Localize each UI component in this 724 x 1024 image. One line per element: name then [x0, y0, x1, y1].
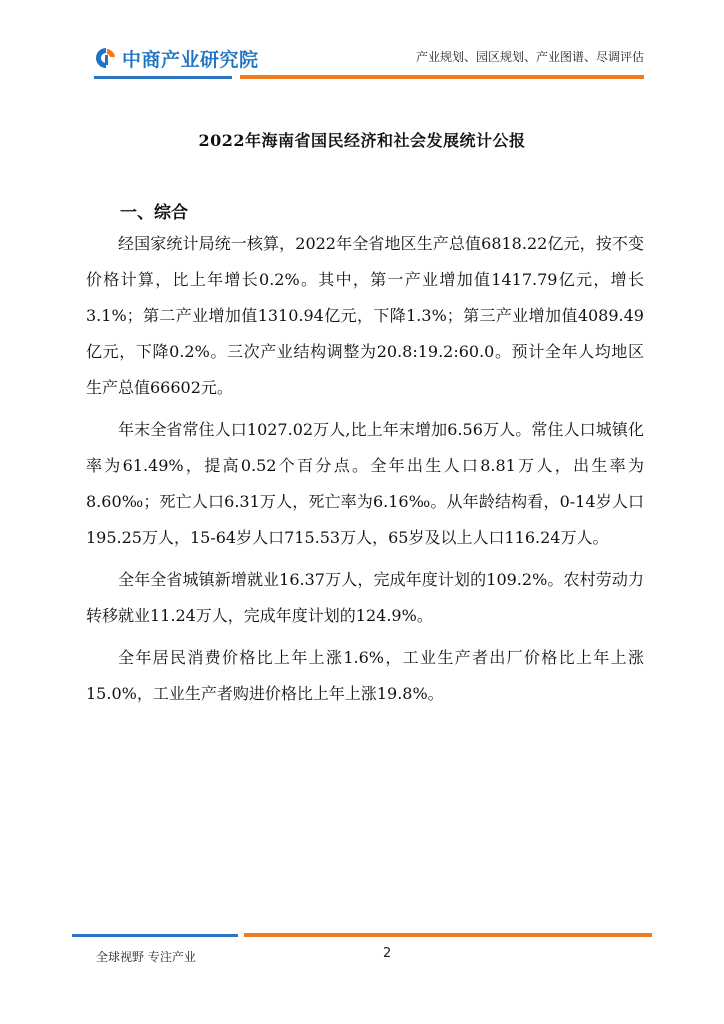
- header-divider-orange: [240, 75, 644, 79]
- header-divider-blue: [94, 76, 232, 79]
- document-title: 2022年海南省国民经济和社会发展统计公报: [198, 131, 526, 150]
- paragraph-prices: 全年居民消费价格比上年上涨1.6%，工业生产者出厂价格比上年上涨15.0%，工业生产者购进价格比上年上涨19.8%。: [86, 648, 644, 703]
- footer-divider-blue: [72, 934, 238, 937]
- document-body: [86, 226, 644, 718]
- page-number: 2: [383, 946, 392, 961]
- paragraph-employment: 全年全省城镇新增就业16.37万人，完成年度计划的109.2%。农村劳动力转移就业11.24万人，完成年度计划的124.9%。: [86, 570, 644, 625]
- section-heading: 一、综合: [120, 203, 188, 223]
- page-header: [0, 0, 724, 84]
- header-tagline: 产业规划、园区规划、产业图谱、尽调评估: [415, 50, 644, 64]
- footer-slogan: 全球视野 专注产业: [96, 950, 196, 964]
- paragraph-population: 年末全省常住人口1027.02万人,比上年末增加6.56万人。常住人口城镇化率为61.49%，提高0.52个百分点。全年出生人口8.81万人，出生率为8.60‰；死亡人口6.31万人，死亡率为6.16‰。从年龄结构看，0-14岁人口195.25万人，15-64岁人口715.53万人，65岁及以上人口116.24万人。: [86, 420, 644, 547]
- brand-logo: [94, 43, 259, 73]
- footer-divider-orange: [244, 933, 652, 937]
- logo-text: 中商产业研究院: [122, 48, 259, 71]
- logo-icon: [94, 46, 118, 70]
- paragraph-gdp: 经国家统计局统一核算，2022年全省地区生产总值6818.22亿元，按不变价格计算，比上年增长0.2%。其中，第一产业增加值1417.79亿元，增长3.1%；第二产业增加值1310.94亿元，下降1.3%；第三产业增加值4089.49亿元，下降0.2%。三次产业结构调整为20.8:19.2:60.0。预计全年人均地区生产总值66602元。: [86, 234, 644, 397]
